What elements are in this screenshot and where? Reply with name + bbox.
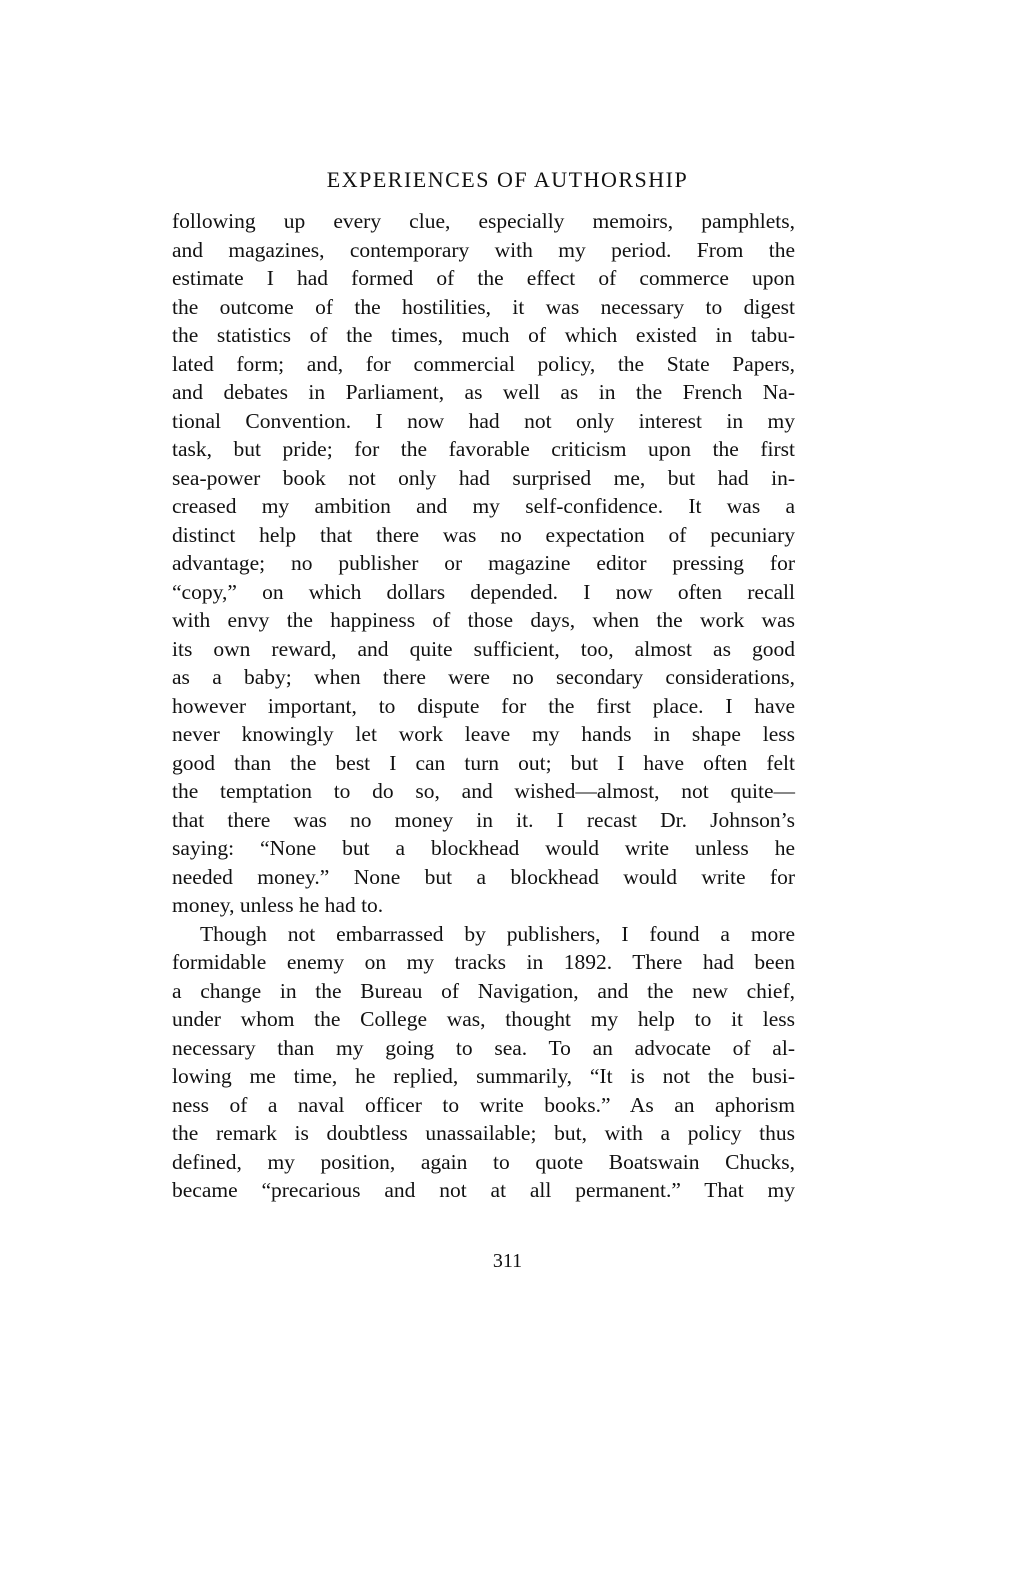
body-text xyxy=(172,207,795,1205)
text-line: that there was no money in it. I recast Dr. Johnson’s xyxy=(172,807,795,832)
text-line: as a baby; when there were no secondary considerations, xyxy=(172,665,795,689)
text-line: with envy the happiness of those days, when the work was xyxy=(172,608,795,632)
text-line: however important, to dispute for the first place. I have xyxy=(172,693,795,718)
text-line: necessary than my going to sea. To an advocate of al- xyxy=(172,1035,795,1060)
text-line: never knowingly let work leave my hands in shape less xyxy=(172,722,795,746)
text-line: the outcome of the hostilities, it was necessary to digest xyxy=(172,294,795,319)
text-line: distinct help that there was no expectation of pecuniary xyxy=(172,522,795,547)
text-line: under whom the College was, thought my help to it less xyxy=(172,1007,795,1031)
text-line: and debates in Parliament, as well as in the French Na- xyxy=(172,380,795,404)
text-line-paragraph-end: money, unless he had to. xyxy=(172,893,384,917)
text-line: the statistics of the times, much of which existed in tabu- xyxy=(172,323,795,347)
text-line: ness of a naval officer to write books.” As an aphorism xyxy=(172,1092,795,1117)
page-number: 311 xyxy=(492,1250,523,1272)
text-line: following up every clue, especially memoirs, pamphlets, xyxy=(172,209,795,233)
text-line: the remark is doubtless unassailable; but, with a policy thus xyxy=(172,1121,795,1145)
text-line: its own reward, and quite sufficient, too, almost as good xyxy=(172,636,795,661)
text-line: needed money.” None but a blockhead would write for xyxy=(172,864,795,889)
text-line-paragraph-start: Though not embarrassed by publishers, I found a more xyxy=(200,921,795,946)
text-line: lated form; and, for commercial policy, the State Papers, xyxy=(172,351,795,376)
text-line: saying: “None but a blockhead would write unless he xyxy=(172,836,795,860)
text-line: formidable enemy on my tracks in 1892. There had been xyxy=(172,950,795,974)
running-head: EXPERIENCES OF AUTHORSHIP xyxy=(326,167,689,192)
text-line: sea-power book not only had surprised me, but had in- xyxy=(172,465,795,490)
text-line: good than the best I can turn out; but I have often felt xyxy=(172,750,795,775)
text-line: the temptation to do so, and wished—almost, not quite— xyxy=(172,779,795,803)
text-line: defined, my position, again to quote Boatswain Chucks, xyxy=(172,1149,795,1174)
text-line: lowing me time, he replied, summarily, “It is not the busi- xyxy=(172,1064,795,1088)
text-line: became “precarious and not at all permanent.” That my xyxy=(172,1178,795,1202)
text-line: task, but pride; for the favorable criticism upon the first xyxy=(172,437,795,461)
text-line: and magazines, contemporary with my period. From the xyxy=(172,237,795,262)
text-line: tional Convention. I now had not only interest in my xyxy=(172,408,795,433)
text-line: advantage; no publisher or magazine editor pressing for xyxy=(172,551,795,575)
text-line: “copy,” on which dollars depended. I now often recall xyxy=(172,579,795,604)
text-line: creased my ambition and my self-confidence. It was a xyxy=(172,494,795,518)
text-line: estimate I had formed of the effect of commerce upon xyxy=(172,266,795,290)
text-line: a change in the Bureau of Navigation, and the new chief, xyxy=(172,978,795,1003)
